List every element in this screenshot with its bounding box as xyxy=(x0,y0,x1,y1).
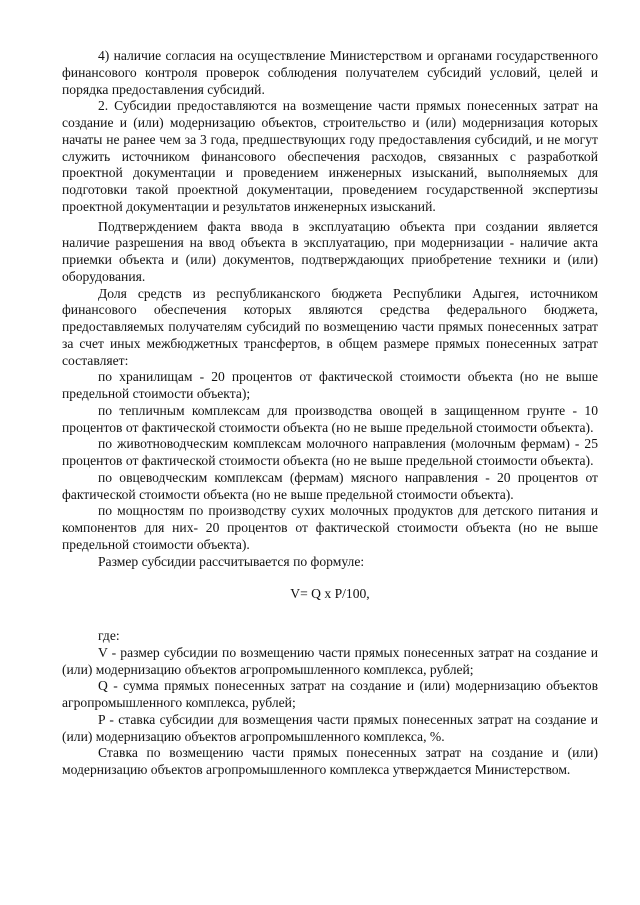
definition-v: V - размер субсидии по возмещению части прямых понесенных затрат на создание и (или) модернизацию объектов агропромышленного комплекса, рублей; xyxy=(62,644,598,677)
paragraph-rate-approval: Ставка по возмещению части прямых понесенных затрат на создание и (или) модернизацию объектов агропромышленного комплекса утверждается Министерством. xyxy=(62,745,598,777)
paragraph-commissioning-proof: Подтверждением факта ввода в эксплуатацию объекта при создании является наличие разрешения на ввод объекта в эксплуатацию, при модернизации - наличие акта приемки объекта и (или) документов, подтверждающих приобретение техники и (или) оборудования. xyxy=(62,218,598,284)
paragraph-budget-share: Доля средств из республиканского бюджета Республики Адыгея, источником финансового обеспечения которых являются средства федерального бюджета, предоставляемых получателям субсидий по возмещению части прямых понесенных затрат за счет иных межбюджетных трансфертов, в общем размере прямых понесенных затрат составляет: xyxy=(62,285,598,368)
document-body xyxy=(62,48,598,779)
formula: V= Q x P/100, xyxy=(290,586,370,602)
definition-p: P - ставка субсидии для возмещения части прямых понесенных затрат на создание и (или) модернизацию объектов агропромышленного комплекса, %. xyxy=(62,711,598,744)
list-item-dry-milk: по мощностям по производству сухих молочных продуктов для детского питания и компонентов для них- 20 процентов от фактической стоимости объекта (но не выше предельной стоимости объекта). xyxy=(62,503,598,552)
list-item-dairy-farms: по животноводческим комплексам молочного направления (молочным фермам) - 25 процентов от фактической стоимости объекта (но не выше предельной стоимости объекта). xyxy=(62,436,598,468)
paragraph-consent-condition: 4) наличие согласия на осуществление Министерством и органами государственного финансового контроля проверок соблюдения получателем субсидий условий, целей и порядка предоставления субсидий. xyxy=(62,48,598,97)
list-item-sheep-farms: по овцеводческим комплексам (фермам) мясного направления - 20 процентов от фактической стоимости объекта (но не выше предельной стоимости объекта). xyxy=(62,469,598,502)
paragraph-formula-intro: Размер субсидии рассчитывается по формуле: xyxy=(98,553,365,569)
list-item-storage: по хранилищам - 20 процентов от фактической стоимости объекта (но не выше предельной стоимости объекта); xyxy=(62,369,598,401)
formula-where-label: где: xyxy=(98,628,120,643)
list-item-greenhouse: по тепличным комплексам для производства овощей в защищенном грунте - 10 процентов от фактической стоимости объекта (но не выше предельной стоимости объекта). xyxy=(62,402,598,435)
definition-q: Q - сумма прямых понесенных затрат на создание и (или) модернизацию объектов агропромышленного комплекса, рублей; xyxy=(62,678,598,710)
paragraph-subsidy-purpose: 2. Субсидии предоставляются на возмещение части прямых понесенных затрат на создание и (или) модернизацию объектов, строительство и (или) модернизация которых начаты не ранее чем за 3 года, предшествующих году предоставления субсидий, и не могут служить источником финансового обеспечения расходов, связанных с разработкой проектной документации и проведением инженерных изысканий, выполняемых для подготовки такой проектной документации, проведением государственной экспертизы проектной документации и результатов инженерных изысканий. xyxy=(62,98,598,214)
